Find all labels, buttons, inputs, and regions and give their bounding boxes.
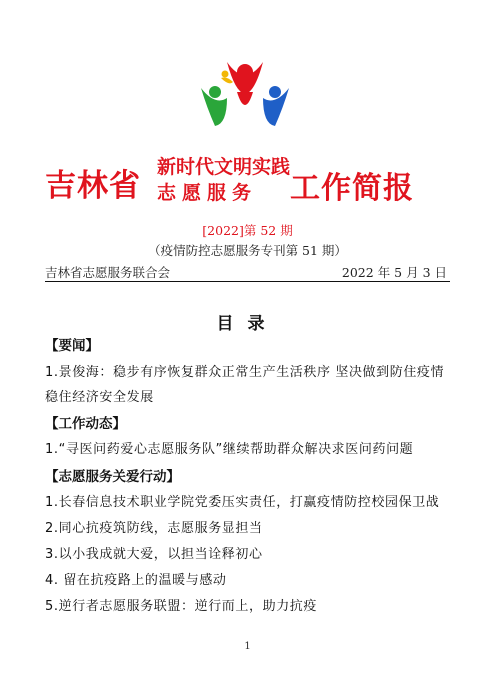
toc-item[interactable]: 1.长春信息技术职业学院党委压实责任，打赢疫情防控校园保卫战 bbox=[45, 495, 440, 510]
header-divider bbox=[45, 281, 450, 282]
toc-item[interactable]: 稳住经济安全发展 bbox=[45, 390, 154, 405]
toc-item[interactable]: 3.以小我成就大爱，以担当诠释初心 bbox=[45, 547, 263, 562]
toc-item[interactable]: 1.“寻医问药爱心志愿服务队”继续帮助群众解决求医问药问题 bbox=[45, 442, 414, 457]
masthead-title-mid-line2: 志愿服务 bbox=[157, 182, 258, 204]
special-issue: （疫情防控志愿服务专刊第 51 期） bbox=[148, 243, 347, 258]
issue-number: [2022]第 52 期 bbox=[202, 223, 293, 238]
toc-section-heading: 【工作动态】 bbox=[45, 416, 126, 432]
toc-section-heading: 【要闻】 bbox=[45, 338, 99, 354]
toc-item[interactable]: 4. 留在抗疫路上的温暖与感动 bbox=[45, 573, 227, 588]
masthead-title-left: 吉林省 bbox=[45, 168, 141, 204]
masthead-title-right: 工作简报 bbox=[290, 171, 414, 206]
toc-section-heading: 【志愿服务关爱行动】 bbox=[45, 469, 180, 485]
toc-item[interactable]: 1.景俊海：稳步有序恢复群众正常生产生活秩序 坚决做到防住疫情 bbox=[45, 365, 445, 380]
page-number: 1 bbox=[244, 641, 251, 652]
volunteer-logo-icon bbox=[197, 58, 293, 128]
toc-item[interactable]: 5.逆行者志愿服务联盟：逆行而上，助力抗疫 bbox=[45, 599, 318, 614]
organization-name: 吉林省志愿服务联合会 bbox=[45, 265, 171, 280]
masthead-title-mid-line1: 新时代文明实践 bbox=[157, 156, 291, 178]
toc-item[interactable]: 2.同心抗疫筑防线，志愿服务显担当 bbox=[45, 521, 263, 536]
issue-date: 2022 年 5 月 3 日 bbox=[341, 265, 447, 280]
toc-title: 目录 bbox=[216, 314, 279, 334]
